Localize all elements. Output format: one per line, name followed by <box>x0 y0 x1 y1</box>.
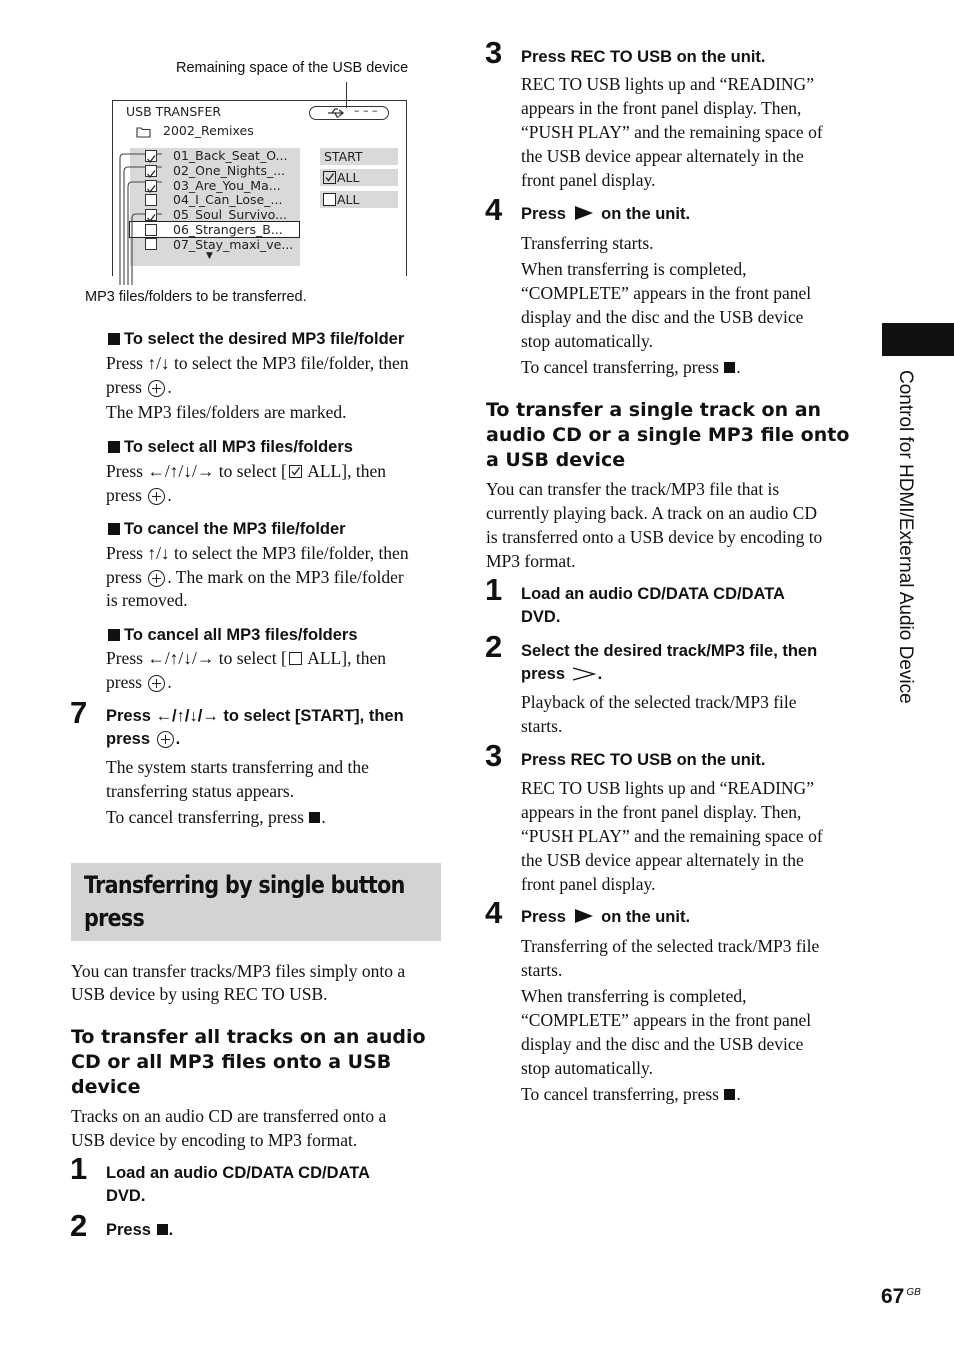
step7-body-1: The system starts transferring and the <box>106 757 369 777</box>
step7-body-2: transferring status appears. <box>106 781 295 801</box>
step3-title: Press REC TO USB on the unit. <box>521 48 766 66</box>
selection-brackets <box>110 145 170 285</box>
sub3-line-2: press . The mark on the MP3 file/folder <box>106 567 404 587</box>
transfer-all-line-2: USB device by encoding to MP3 format. <box>71 1130 358 1150</box>
subheading-cancel-all: To cancel all MP3 files/folders <box>108 624 358 646</box>
file-checkbox[interactable] <box>145 194 157 206</box>
bullet-square-icon <box>108 333 120 345</box>
single-step2-line-2: press . <box>521 665 603 683</box>
file-item[interactable]: 02_One_Nights_... <box>173 163 286 178</box>
subheading-select-all: To select all MP3 files/folders <box>108 436 353 458</box>
file-checkbox-checked[interactable] <box>145 165 157 177</box>
sub2-line-1: Press ←/↑/↓/→ to select [ ALL], then <box>106 461 386 481</box>
transfer-all-line-1: Tracks on an audio CD are transferred onto a <box>71 1106 387 1126</box>
step4-cancel: To cancel transferring, press . <box>521 357 741 377</box>
section-title: Transferring by single button press <box>84 871 405 932</box>
sub1-line-3: The MP3 files/folders are marked. <box>106 402 347 422</box>
chapter-label: Control for HDMI/External Audio Device <box>895 370 916 704</box>
enter-button-icon <box>157 731 174 748</box>
sub4-line-1: Press ←/↑/↓/→ to select [ ALL], then <box>106 648 386 668</box>
start-button[interactable]: START <box>320 148 398 165</box>
step4-title: Press on the unit. <box>521 205 691 223</box>
stop-icon <box>724 1089 735 1100</box>
caption-files-to-transfer: MP3 files/folders to be transferred. <box>85 289 307 305</box>
stop-icon <box>309 812 320 823</box>
file-item[interactable]: 04_I_Can_Lose_... <box>173 192 283 207</box>
file-item[interactable]: 05_Soul_Survivo... <box>173 207 287 222</box>
single-step3-title: Press REC TO USB on the unit. <box>521 751 766 769</box>
file-checkbox-checked[interactable] <box>145 180 157 192</box>
step3-body: REC TO USB lights up and “READING” appears in the front panel display. Then, “PUSH PLAY” and the remaining space of the USB device appear alternately in the front panel display. <box>521 74 823 190</box>
step-number: 3 <box>485 738 503 773</box>
sub4-line-2: press . <box>106 672 172 692</box>
usb-space-value: – – – <box>354 104 378 117</box>
step-number: 2 <box>485 629 503 664</box>
single-step4-cancel: To cancel transferring, press . <box>521 1084 741 1104</box>
intro-line-1: You can transfer tracks/MP3 files simply onto a <box>71 961 406 981</box>
play-icon <box>575 206 593 220</box>
select-all-label: ALL <box>337 170 360 185</box>
single-step4-body-a: Transferring of the selected track/MP3 file starts. <box>521 936 820 980</box>
step7-title-line-1: Press ←/↑/↓/→ to select [START], then <box>106 707 404 725</box>
step7-title-line-2: press . <box>106 730 181 748</box>
file-checkbox-checked[interactable] <box>145 150 157 162</box>
single-step2-line-1: Select the desired track/MP3 file, then <box>521 642 818 660</box>
step-number: 4 <box>485 895 503 930</box>
file-checkbox[interactable] <box>145 238 157 250</box>
stop-icon <box>157 1224 168 1235</box>
usb-icon <box>326 106 346 125</box>
intro-line-2: USB device by using REC TO USB. <box>71 984 328 1004</box>
screen-title: USB TRANSFER <box>126 104 222 119</box>
checked-box-icon <box>323 171 336 184</box>
enter-button-icon <box>148 488 165 505</box>
sub1-line-1: Press ↑/↓ to select the MP3 file/folder, then <box>106 353 409 373</box>
folder-name: 2002_Remixes <box>163 123 254 138</box>
single-step1-line-1: Load an audio CD/DATA CD/DATA <box>521 585 785 603</box>
step4-body: When transferring is completed, “COMPLETE” appears in the front panel display and the disc and the USB device stop automatically. <box>521 259 812 351</box>
sub3-line-3: is removed. <box>106 590 188 610</box>
stop-icon <box>724 362 735 373</box>
step-number: 1 <box>70 1151 88 1186</box>
heading-transfer-single: To transfer a single track on an audio CD or a single MP3 file onto a USB device <box>486 399 850 471</box>
subheading-select-file: To select the desired MP3 file/folder <box>108 328 404 350</box>
single-step4-body-b: When transferring is completed, “COMPLETE” appears in the front panel display and the disc and the USB device stop automatically. <box>521 986 812 1078</box>
bullet-square-icon <box>108 523 120 535</box>
folder-icon <box>136 125 151 143</box>
chapter-tab <box>882 323 954 356</box>
page-number: 67 $^{GB}$ <box>881 1285 921 1308</box>
transfer-single-para: You can transfer the track/MP3 file that is currently playing back. A track on an audio CD is transferred onto a USB device by encoding to MP3 format. <box>486 479 823 571</box>
enter-button-icon <box>148 380 165 397</box>
subheading-cancel-file: To cancel the MP3 file/folder <box>108 518 346 540</box>
sub1-line-2: press . <box>106 377 172 397</box>
play-outline-icon <box>572 667 596 681</box>
cancel-all-label: ALL <box>337 192 360 207</box>
checked-box-icon <box>289 465 302 478</box>
select-all-button[interactable] <box>320 169 398 186</box>
step-number: 3 <box>485 35 503 70</box>
play-icon <box>575 909 593 923</box>
file-item[interactable]: 01_Back_Seat_O... <box>173 148 288 163</box>
heading-transfer-all: To transfer all tracks on an audio CD or all MP3 files onto a USB device <box>71 1026 426 1098</box>
file-checkbox[interactable] <box>145 224 157 236</box>
single-step3-body: REC TO USB lights up and “READING” appears in the front panel display. Then, “PUSH PLAY” and the remaining space of the USB device appear alternately in the front panel display. <box>521 778 823 894</box>
file-item[interactable]: 07_Stay_maxi_ve... <box>173 237 294 252</box>
bullet-square-icon <box>108 629 120 641</box>
step1-line-2: DVD. <box>106 1187 146 1205</box>
step1-line-1: Load an audio CD/DATA CD/DATA <box>106 1164 370 1182</box>
file-checkbox-checked[interactable] <box>145 209 157 221</box>
step-number: 2 <box>70 1208 88 1243</box>
empty-box-icon <box>289 652 302 665</box>
file-item[interactable]: 06_Strangers_B... <box>173 222 283 237</box>
step-number: 7 <box>70 695 88 730</box>
step4-body-1: Transferring starts. <box>521 233 654 253</box>
scroll-down-icon[interactable]: ▼ <box>206 251 213 261</box>
step2-line: Press . <box>106 1221 174 1239</box>
step-number: 4 <box>485 192 503 227</box>
single-step4-title: Press on the unit. <box>521 908 691 926</box>
step-number: 1 <box>485 572 503 607</box>
cancel-all-button[interactable] <box>320 191 398 208</box>
single-step1-line-2: DVD. <box>521 608 561 626</box>
enter-button-icon <box>148 570 165 587</box>
sub3-line-1: Press ↑/↓ to select the MP3 file/folder, then <box>106 543 409 563</box>
caption-remaining-space: Remaining space of the USB device <box>176 60 409 76</box>
bullet-square-icon <box>108 441 120 453</box>
empty-box-icon <box>323 193 336 206</box>
single-step2-body: Playback of the selected track/MP3 file starts. <box>521 692 797 736</box>
enter-button-icon <box>148 675 165 692</box>
file-item[interactable]: 03_Are_You_Ma... <box>173 178 281 193</box>
sub2-line-2: press . <box>106 485 172 505</box>
step7-body-3: To cancel transferring, press . <box>106 807 326 827</box>
